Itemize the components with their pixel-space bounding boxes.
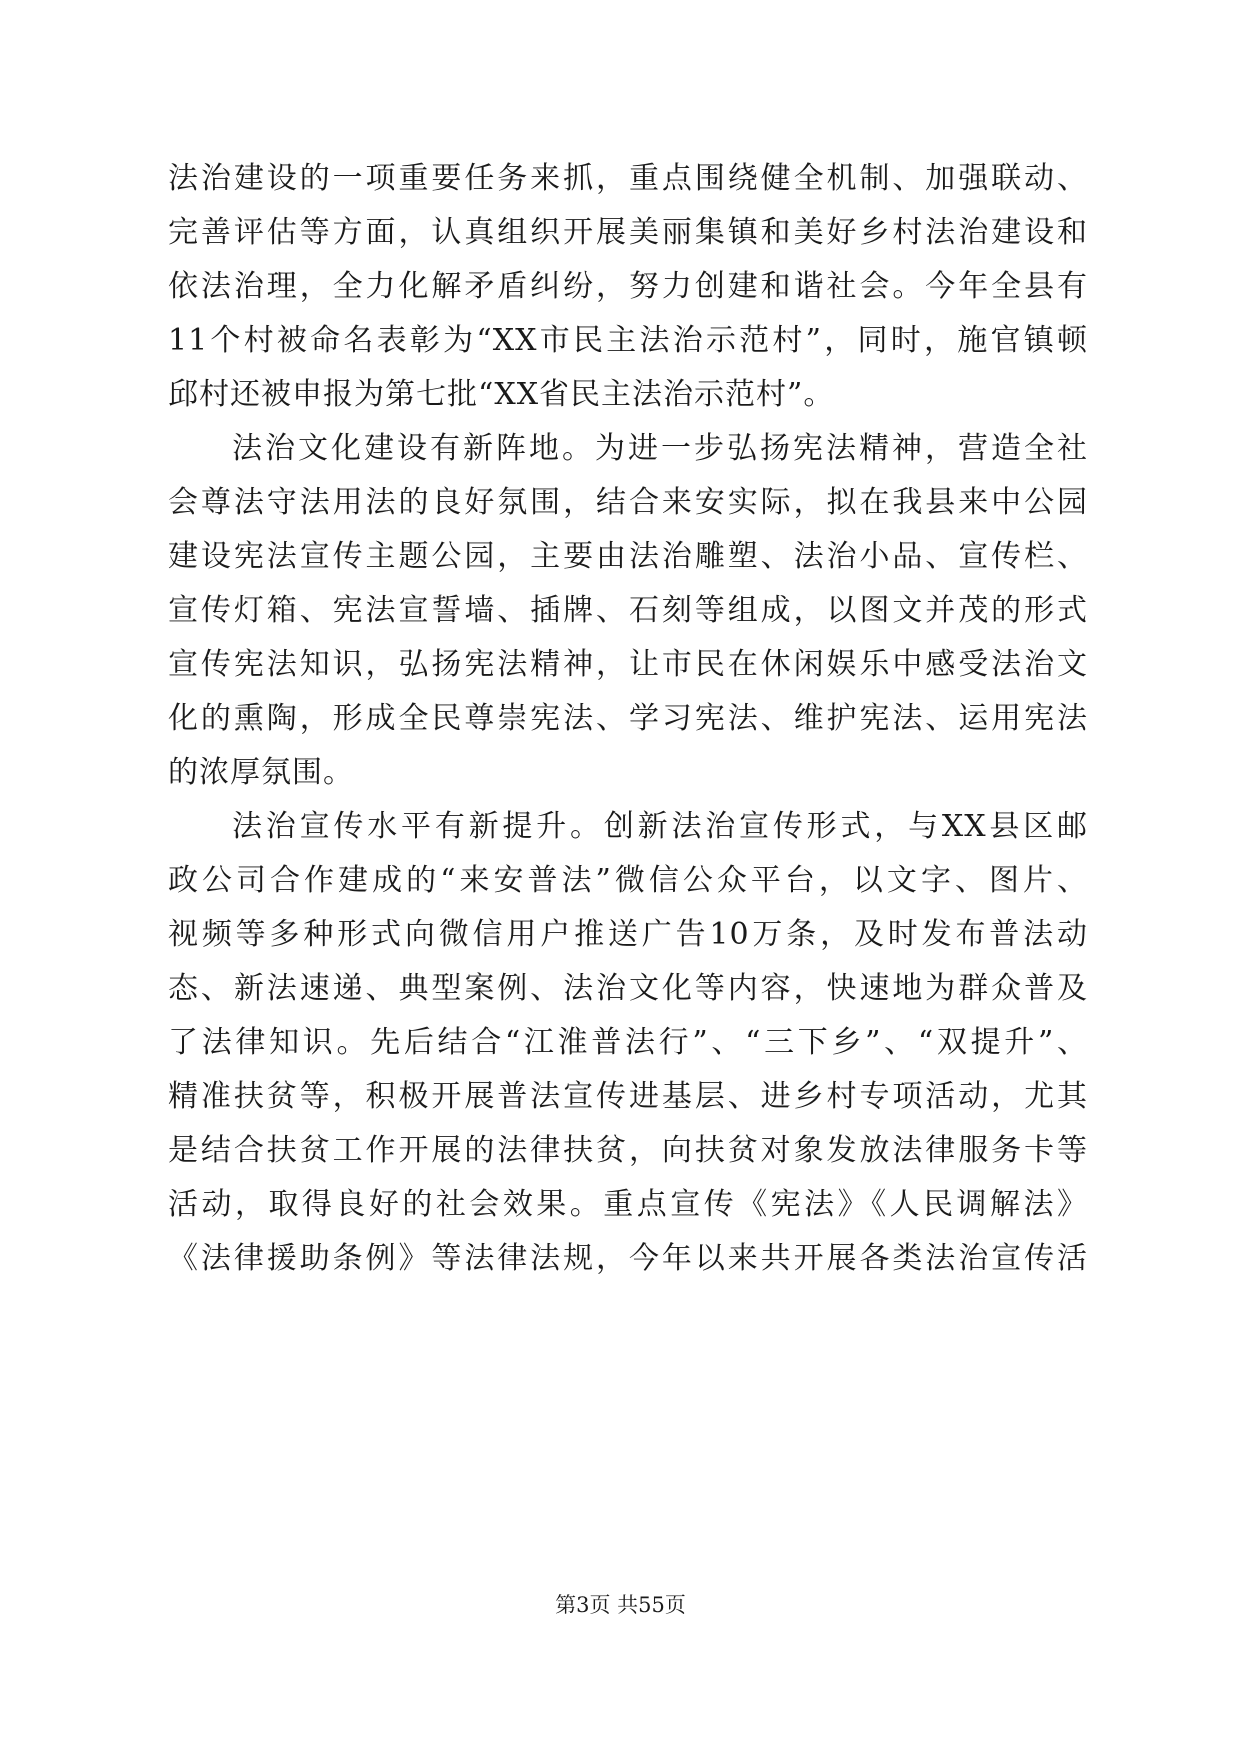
body-line: 完善评估等方面，认真组织开展美丽集镇和美好乡村法治建设和 [168,215,1088,250]
body-line: 的浓厚氛围。 [168,755,354,790]
paragraph-first-line: 法治宣传水平有新提升。创新法治宣传形式，与XX县区邮 [232,809,1088,844]
body-line: 《法律援助条例》等法律法规，今年以来共开展各类法治宣传活 [168,1241,1088,1276]
body-line: 邱村还被申报为第七批“XX省民主法治示范村”。 [168,377,835,412]
body-line: 法治建设的一项重要任务来抓，重点围绕健全机制、加强联动、 [168,161,1088,196]
body-line: 建设宪法宣传主题公园，主要由法治雕塑、法治小品、宣传栏、 [168,539,1088,574]
body-line: 宣传宪法知识，弘扬宪法精神，让市民在休闲娱乐中感受法治文 [168,647,1088,682]
page-number-footer: 第3页 共55页 [555,1593,686,1617]
body-line: 会尊法守法用法的良好氛围，结合来安实际，拟在我县来中公园 [168,485,1088,520]
body-line: 宣传灯箱、宪法宣誓墙、插牌、石刻等组成，以图文并茂的形式 [168,593,1088,628]
body-line: 是结合扶贫工作开展的法律扶贫，向扶贫对象发放法律服务卡等 [168,1133,1088,1168]
body-line: 活动，取得良好的社会效果。重点宣传《宪法》《人民调解法》 [168,1187,1088,1222]
body-line: 政公司合作建成的“来安普法”微信公众平台，以文字、图片、 [168,863,1088,898]
body-line: 11个村被命名表彰为“XX市民主法治示范村”，同时，施官镇顿 [168,323,1088,358]
body-line: 了法律知识。先后结合“江淮普法行”、“三下乡”、“双提升”、 [168,1025,1088,1060]
body-line: 态、新法速递、典型案例、法治文化等内容，快速地为群众普及 [168,971,1088,1006]
body-line: 视频等多种形式向微信用户推送广告10万条，及时发布普法动 [168,917,1088,952]
body-line: 精准扶贫等，积极开展普法宣传进基层、进乡村专项活动，尤其 [168,1079,1088,1114]
paragraph-first-line: 法治文化建设有新阵地。为进一步弘扬宪法精神，营造全社 [232,431,1088,466]
body-line: 依法治理，全力化解矛盾纠纷，努力创建和谐社会。今年全县有 [168,269,1088,304]
body-line: 化的熏陶，形成全民尊崇宪法、学习宪法、维护宪法、运用宪法 [168,701,1088,736]
